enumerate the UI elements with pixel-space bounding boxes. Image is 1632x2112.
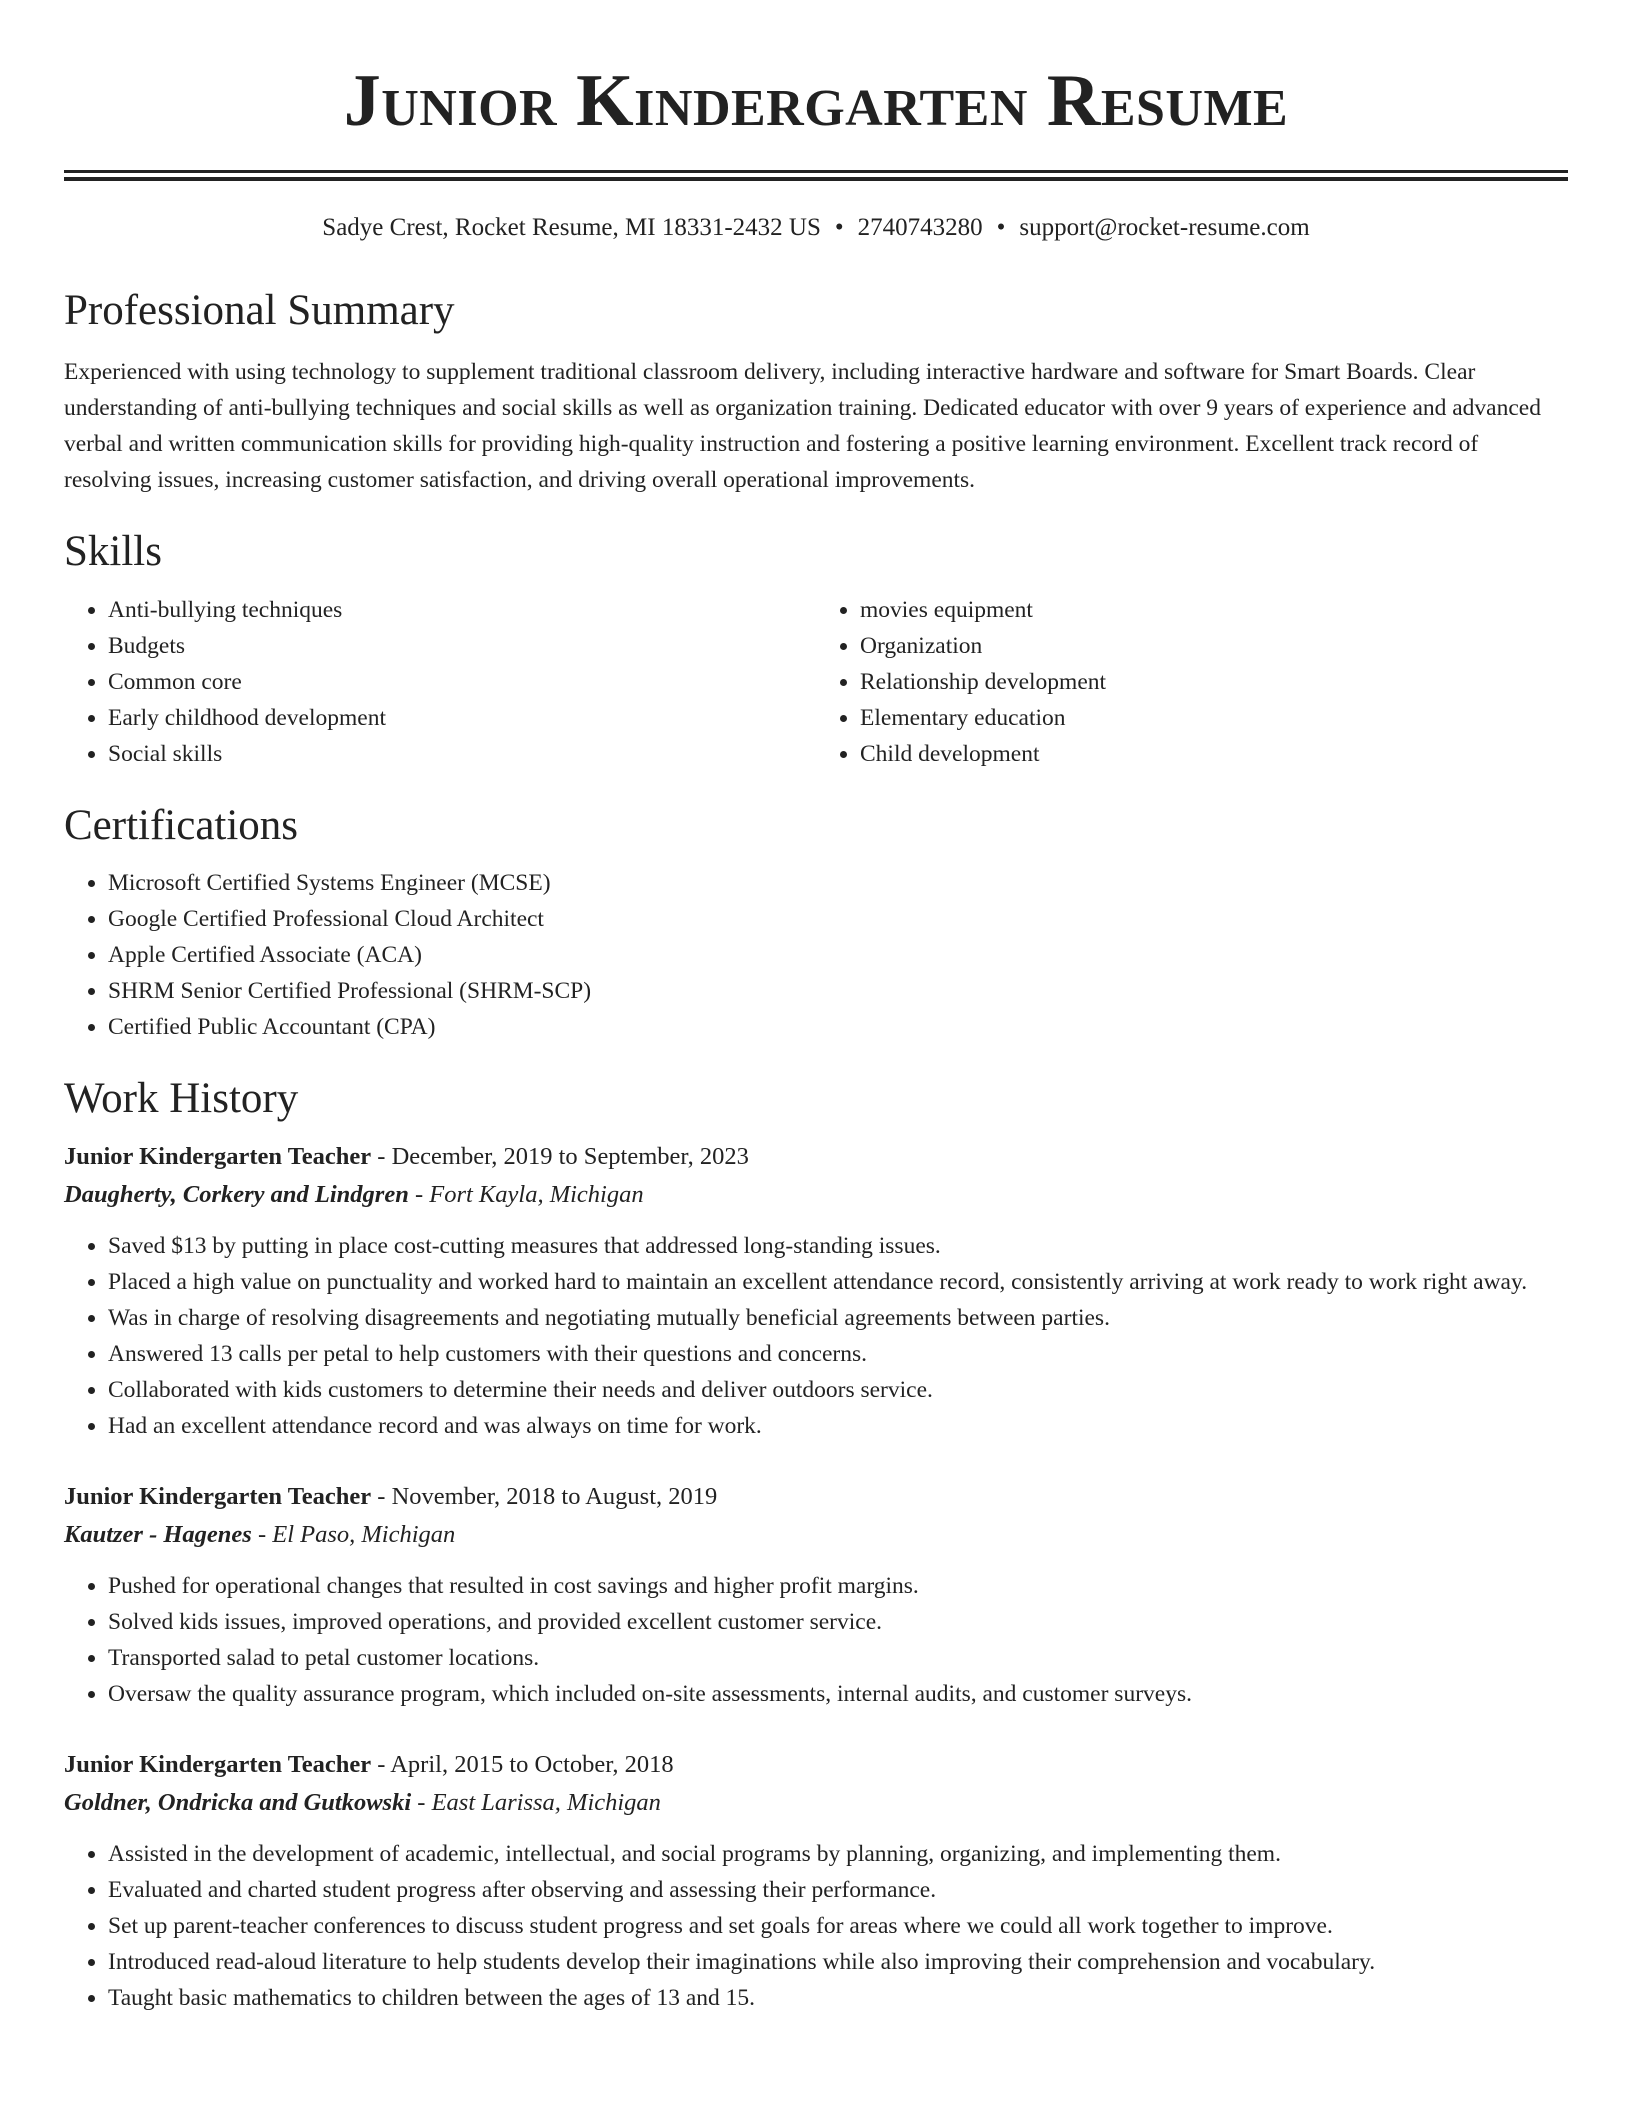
contact-address: Sadye Crest, Rocket Resume, MI 18331-2432 US — [322, 214, 821, 241]
contact-line — [64, 213, 1568, 243]
company-location: - East Larissa, Michigan — [411, 1789, 661, 1817]
certifications-list — [64, 865, 1568, 1045]
company-location: - El Paso, Michigan — [251, 1521, 456, 1549]
job-duties-list — [64, 1568, 1568, 1712]
job-duty: • Was in charge of resolving disagreements and negotiating mutually beneficial agreements between parties. — [108, 1300, 1568, 1336]
summary-heading: Professional Summary — [64, 287, 455, 334]
job-duties-list — [64, 1228, 1568, 1444]
job-duty: • Introduced read-aloud literature to help students develop their imaginations while also improving their comprehension and vocabulary. — [108, 1944, 1568, 1980]
job-entry — [64, 1138, 1568, 1444]
certifications-heading: Certifications — [64, 801, 299, 849]
certification-item: • Certified Public Accountant (CPA) — [108, 1009, 1568, 1045]
job-title: Junior Kindergarten Teacher — [64, 1751, 372, 1779]
job-duty: • Solved kids issues, improved operations, and provided excellent customer service. — [108, 1604, 1568, 1640]
job-duty: • Transported salad to petal customer locations. — [108, 1640, 1568, 1676]
skill-item: • Social skills — [108, 736, 816, 772]
skill-item: • Relationship development — [860, 664, 1568, 700]
skill-item: • Budgets — [108, 628, 816, 664]
job-duty: • Set up parent-teacher conferences to discuss student progress and set goals for areas where we could all work together to improve. — [108, 1908, 1568, 1944]
title-divider — [64, 170, 1568, 181]
skill-item: • Child development — [860, 736, 1568, 772]
job-entry — [64, 1746, 1568, 2016]
contact-separator: • — [834, 214, 844, 241]
skill-item: • movies equipment — [860, 592, 1568, 628]
job-title-line — [64, 1478, 1568, 1516]
certification-item: • Microsoft Certified Systems Engineer (MCSE) — [108, 865, 1568, 901]
job-duties-list — [64, 1836, 1568, 2016]
job-duty: • Answered 13 calls per petal to help customers with their questions and concerns. — [108, 1336, 1568, 1372]
job-title: Junior Kindergarten Teacher — [64, 1143, 372, 1171]
job-duty: • Had an excellent attendance record and was always on time for work. — [108, 1408, 1568, 1444]
company-name: Daugherty, Corkery and Lindgren — [64, 1181, 409, 1209]
summary-text: Experienced with using technology to supplement traditional classroom delivery, including interactive hardware and software for Smart Boards. Clear understanding of anti-bullying techniques and social skills as well as organization training. Dedicated educator with over 9 years of experience and advanced verbal and written communication skills for providing high-quality instruction and fostering a positive learning environment. Excellent track record of resolving issues, increasing customer satisfaction, and driving overall operational improvements. — [64, 359, 1541, 494]
skills-right-list — [816, 592, 1568, 772]
certification-item: • Google Certified Professional Cloud Architect — [108, 901, 1568, 937]
company-location: - Fort Kayla, Michigan — [408, 1181, 644, 1209]
job-title-line — [64, 1746, 1568, 1784]
skill-item: • Elementary education — [860, 700, 1568, 736]
job-dates: - April, 2015 to October, 2018 — [371, 1751, 674, 1779]
company-line — [64, 1176, 1568, 1214]
job-duty: • Evaluated and charted student progress after observing and assessing their performance. — [108, 1872, 1568, 1908]
certification-item: • SHRM Senior Certified Professional (SHRM-SCP) — [108, 973, 1568, 1009]
company-line — [64, 1784, 1568, 1822]
resume-title: Junior Kindergarten Resume — [343, 60, 1289, 142]
job-entry — [64, 1478, 1568, 1712]
skills-left-list — [64, 592, 816, 772]
company-line — [64, 1516, 1568, 1554]
job-duty: • Taught basic mathematics to children between the ages of 13 and 15. — [108, 1980, 1568, 2016]
skill-item: • Anti-bullying techniques — [108, 592, 816, 628]
job-duty: • Saved $13 by putting in place cost-cutting measures that addressed long-standing issues. — [108, 1228, 1568, 1264]
company-name: Goldner, Ondricka and Gutkowski — [64, 1789, 412, 1817]
job-title: Junior Kindergarten Teacher — [64, 1483, 372, 1511]
contact-phone: 2740743280 — [857, 214, 983, 241]
job-title-line — [64, 1138, 1568, 1176]
job-duty: • Assisted in the development of academic, intellectual, and social programs by planning, organizing, and implementing them. — [108, 1836, 1568, 1872]
job-duty: • Oversaw the quality assurance program, which included on-site assessments, internal audits, and customer surveys. — [108, 1676, 1568, 1712]
job-duty: • Placed a high value on punctuality and worked hard to maintain an excellent attendance record, consistently arriving at work ready to work right away. — [108, 1264, 1568, 1300]
job-dates: - November, 2018 to August, 2019 — [371, 1483, 718, 1511]
work-history-heading: Work History — [64, 1074, 299, 1122]
skill-item: • Early childhood development — [108, 700, 816, 736]
skills-columns — [64, 592, 1568, 772]
skills-heading: Skills — [64, 528, 162, 576]
skill-item: • Common core — [108, 664, 816, 700]
job-dates: - December, 2019 to September, 2023 — [371, 1143, 749, 1171]
company-name: Kautzer - Hagenes — [64, 1521, 252, 1549]
skill-item: • Organization — [860, 628, 1568, 664]
certification-item: • Apple Certified Associate (ACA) — [108, 937, 1568, 973]
contact-separator: • — [996, 214, 1006, 241]
job-duty: • Collaborated with kids customers to determine their needs and deliver outdoors service. — [108, 1372, 1568, 1408]
contact-email: support@rocket-resume.com — [1019, 214, 1310, 241]
job-duty: • Pushed for operational changes that resulted in cost savings and higher profit margins. — [108, 1568, 1568, 1604]
